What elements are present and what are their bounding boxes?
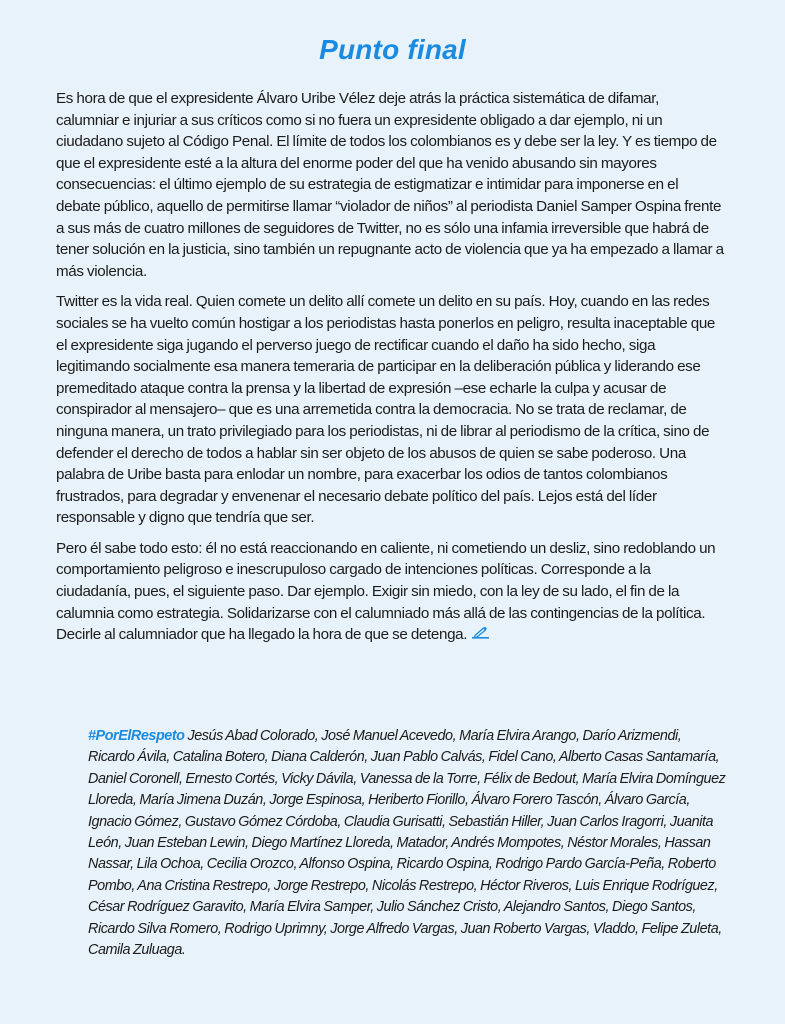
pen-writing-icon — [471, 626, 491, 640]
paragraph-2: Twitter es la vida real. Quien comete un delito allí comete un delito en su país. Hoy, cuando en las redes sociales se ha vuelto común hostigar a los periodistas hasta ponerlos en peligro, resulta inaceptable que el expresidente siga jugando el perverso juego de rectificar cuando el daño ha sido hecho, siga legitimando socialmente esa manera temeraria de participar en la deliberación pública y liderando ese premeditado ataque contra la prensa y la libertad de expresión –ese echarle la culpa y acusar de conspirador al mensajero– que es una arremetida contra la democracia. No se trata de reclamar, de ninguna manera, un trato privilegiado para los periodistas, ni de librar al periodismo de la crítica, sino de defender el derecho de todos a hablar sin ser objeto de los abusos de quien se sabe poderoso. Una palabra de Uribe basta para enlodar un nombre, para exacerbar los odios de tantos colombianos frustrados, para degradar y envenenar el necesario debate político del país. Lejos está del líder responsable y digno que tendría que ser. — [56, 293, 716, 527]
paragraph-3 — [56, 538, 724, 646]
page-title: Punto final — [319, 34, 466, 65]
article-body — [56, 88, 724, 655]
signatories-block — [88, 726, 728, 961]
hashtag-label: #PorElRespeto — [88, 728, 185, 744]
paragraph-3-text: Pero él sabe todo esto: él no está reaccionando en caliente, ni cometiendo un desliz, sino redoblando un comportamiento peligroso e inescrupuloso cargado de intenciones políticas. Corresponde a la ciudadanía, pues, el siguiente paso. Dar ejemplo. Exigir sin miedo, con la ley de su lado, el fin de la calumnia como estrategia. Solidarizarse con el calumniado más allá de las contingencias de la política. Decirle al calumniador que ha llegado la hora de que se detenga. — [56, 539, 716, 644]
signatories-list: Jesús Abad Colorado, José Manuel Acevedo, María Elvira Arango, Darío Arizmendi, Ricardo Ávila, Catalina Botero, Diana Calderón, Juan Pablo Calvás, Fidel Cano, Alberto Casas Santamaría, Daniel Coronell, Ernesto Cortés, Vicky Dávila, Vanessa de la Torre, Félix de Bedout, María Elvira Domínguez Lloreda, María Jimena Duzán, Jorge Espinosa, Heriberto Fiorillo, Álvaro Forero Tascón, Álvaro García, Ignacio Gómez, Gustavo Gómez Córdoba, Claudia Gurisatti, Sebastián Hiller, Juan Carlos Iragorri, Juanita León, Juan Esteban Lewin, Diego Martínez Lloreda, Matador, Andrés Mompotes, Néstor Morales, Hassan Nassar, Lila Ochoa, Cecilia Orozco, Alfonso Ospina, Ricardo Ospina, Rodrigo Pardo García-Peña, Roberto Pombo, Ana Cristina Restrepo, Jorge Restrepo, Nicolás Restrepo, Héctor Riveros, Luis Enrique Rodríguez, César Rodríguez Garavito, María Elvira Samper, Julio Sánchez Cristo, Alejandro Santos, Diego Santos, Ricardo Silva Romero, Rodrigo Uprimny, Jorge Alfredo Vargas, Juan Roberto Vargas, Vladdo, Felipe Zuleta, Camila Zuluaga. — [88, 728, 726, 959]
paragraph-1: Es hora de que el expresidente Álvaro Uribe Vélez deje atrás la práctica sistemática de difamar, calumniar e injuriar a sus críticos como si no fuera un expresidente obligado a dar ejemplo, ni un ciudadano sujeto al Código Penal. El límite de todos los colombianos es y debe ser la ley. Y es tiempo de que el expresidente esté a la altura del enorme poder del que ha venido abusando sin mayores consecuencias: el último ejemplo de su estrategia de estigmatizar e intimidar para imponerse en el debate público, aquello de permitirse llamar “violador de niños” al periodista Daniel Samper Ospina frente a sus más de cuatro millones de seguidores de Twitter, no es sólo una infamia irreversible que habrá de tener solución en la justicia, sino también un repugnante acto de violencia que ya ha empezado a llamar a más violencia. — [56, 90, 724, 280]
